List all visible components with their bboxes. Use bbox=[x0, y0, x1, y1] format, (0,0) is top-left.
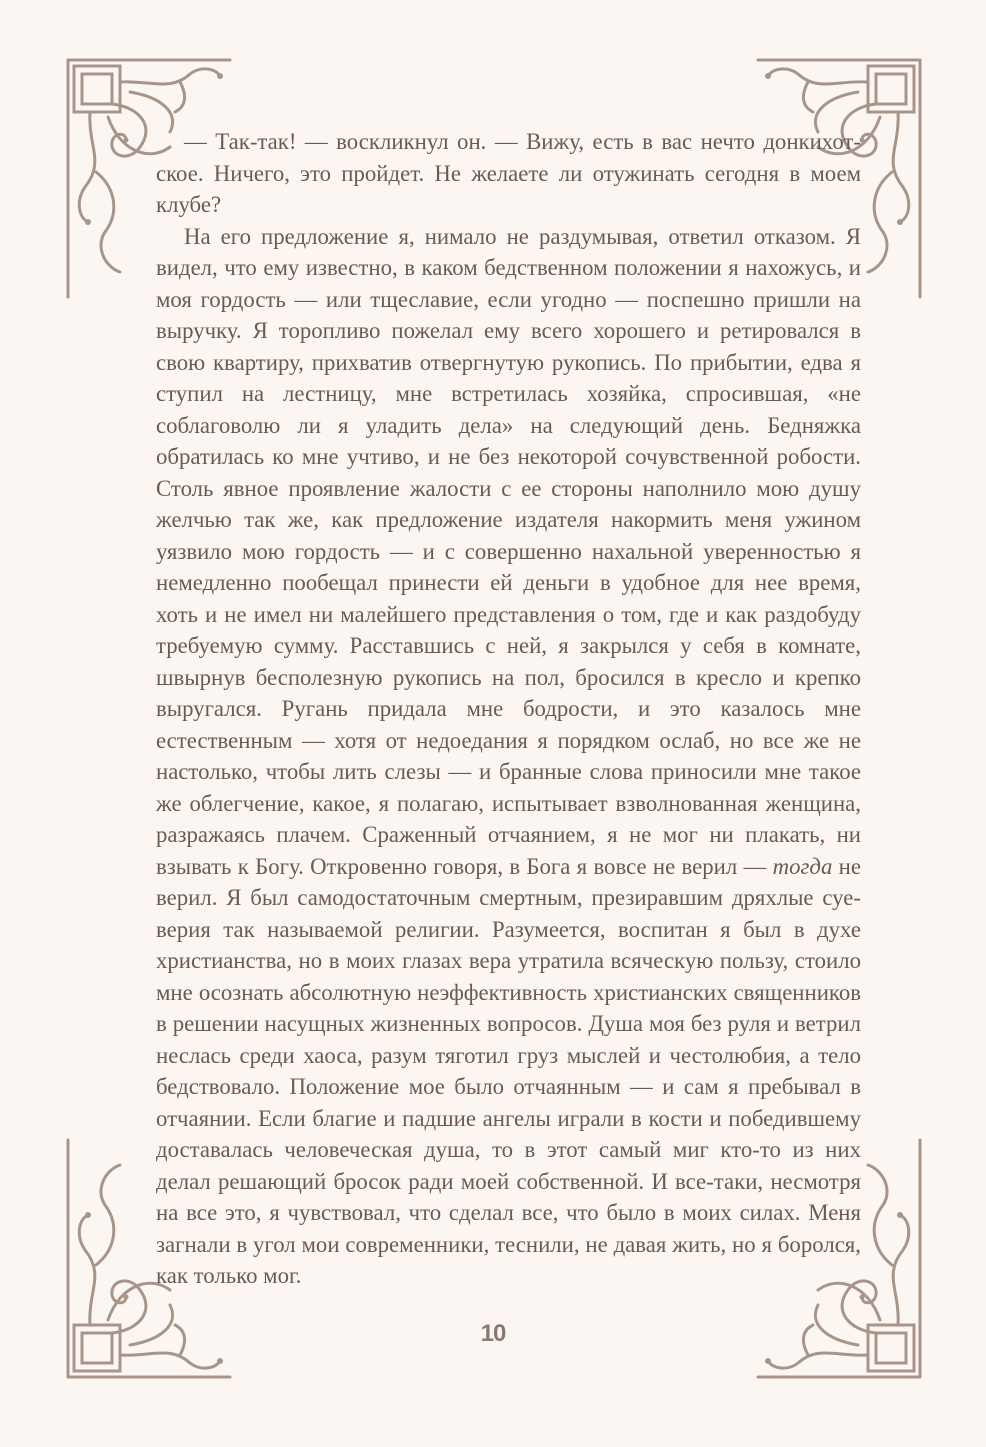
paragraph bbox=[156, 221, 861, 1292]
italic-word: тогда bbox=[772, 853, 833, 879]
paragraph-text: не верил. Я был самодостаточным смертным, презиравшим дряхлые суеверия так называемой религии. Разумеется, воспитан я был в духе христианства, но в моих глазах вера утратила всяческую пользу, стоило мне осознать абсолютную неэффективность христианских священников в решении насущных жизненных вопросов. Душа моя без руля и ветрил неслась среди хаоса, разум тяготил груз мыслей и честолюбия, а тело бедствовало. Положение мое было отчаянным — и сам я пребывал в отчаянии. Если благие и падшие ангелы играли в кости и победившему доставалась человеческая душа, то в этот самый миг кто-то из них делал решающий бросок ради моей собственной. И все-таки, несмотря на все это, я чувствовал, что сделал все, что было в моих силах. Меня загнали в угол мои современники, теснили, не давая жить, но я боролся, как только мог. bbox=[156, 853, 861, 1288]
page-number: 10 bbox=[480, 1320, 506, 1347]
paragraph: — Так-так! — воскликнул он. — Вижу, есть в вас нечто донкихотское. Ничего, это пройдет. Не желаете ли отужинать сегодня в моем клубе? bbox=[156, 129, 861, 217]
body-text bbox=[156, 126, 861, 1292]
paragraph-text: На его предложение я, нимало не раздумывая, ответил отказом. Я видел, что ему известно, в каком бедственном положении я нахожусь, и моя гордость — или тщеславие, если угодно — поспешно пришли на выручку. Я торопливо пожелал ему всего хорошего и ретировался в свою квартиру, прихватив отвергнутую рукопись. По прибытии, едва я ступил на лестницу, мне встретилась хозяйка, спросившая, «не соблаговолю ли я уладить дела» на следующий день. Бедняжка обратилась ко мне учтиво, и не без некоторой сочувственной робости. Столь явное проявление жалости с ее стороны наполнило мою душу желчью так же, как предложение издателя накормить меня ужином уязвило мою гордость — и с совершенно нахальной уверенностью я немедленно пообещал принести ей деньги в удобное для нее время, хоть и не имел ни малейшего представления о том, где и как раздобуду требуемую сумму. Расставшись с ней, я закрылся у себя в комнате, швырнув бесполезную рукопись на пол, бросился в кресло и крепко выругался. Ругань придала мне бодрости, и это казалось мне естественным — хотя от недоедания я порядком ослаб, но все же не настолько, чтобы лить слезы — и бранные слова приносили мне такое же облегчение, какое, я полагаю, испытывает взволнованная женщина, разражаясь плачем. Сраженный отчаянием, я не мог ни плакать, ни взывать к Богу. Откровенно говоря, в Бога я вовсе не верил — bbox=[156, 223, 861, 879]
